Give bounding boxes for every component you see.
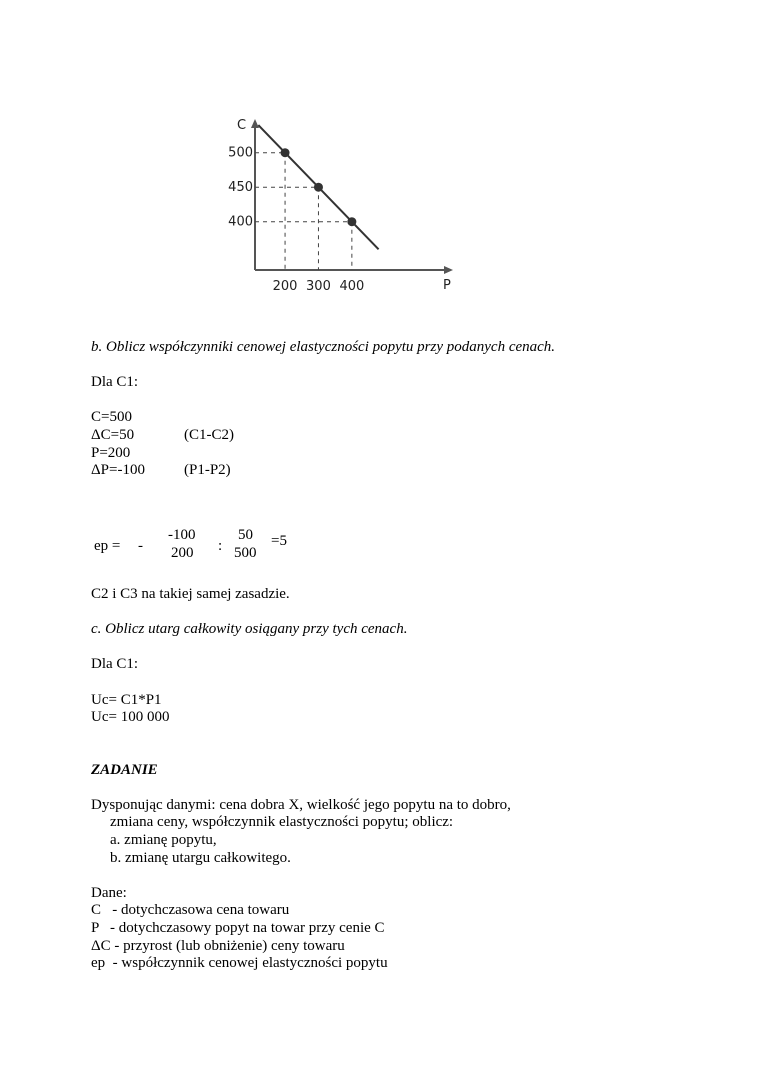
dane-item: ep - współczynnik cenowej elastyczności popytu xyxy=(91,955,388,971)
formula-label: ep = xyxy=(94,538,121,554)
formula-result: =5 xyxy=(271,533,287,549)
fraction-2-denominator: 500 xyxy=(234,545,257,561)
dane-item: P - dotychczasowy popyt na towar przy cenie C xyxy=(91,920,385,936)
dane-label: Dane: xyxy=(91,885,127,901)
zadanie-item-b: b. zmianę utargu całkowitego. xyxy=(110,850,291,866)
section-b-dla: Dla C1: xyxy=(91,374,139,390)
zadanie-intro-1: Dysponując danymi: cena dobra X, wielkość jego popytu na to dobro, xyxy=(91,797,511,813)
data-point xyxy=(347,217,356,226)
calc-line-4: ΔP=-100 xyxy=(91,462,145,478)
formula-divide: : xyxy=(218,538,223,554)
zadanie-intro-2: zmiana ceny, współczynnik elastyczności popytu; oblicz: xyxy=(110,814,454,830)
x-axis-label: P xyxy=(443,278,451,293)
calc-line-3: P=200 xyxy=(91,445,131,461)
dane-item: C - dotychczasowa cena towaru xyxy=(91,902,290,918)
x-tick-label: 400 xyxy=(339,279,365,294)
section-b-heading: b. Oblicz współczynniki cenowej elastyczności popytu przy podanych cenach. xyxy=(91,339,556,355)
calc-line-4-note: (P1-P2) xyxy=(184,462,231,478)
section-b-note: C2 i C3 na takiej samej zasadzie. xyxy=(91,586,290,602)
demand-chart xyxy=(0,0,760,300)
y-tick-label: 450 xyxy=(228,180,253,196)
x-tick-label: 200 xyxy=(272,279,298,294)
uc-line-2: Uc= 100 000 xyxy=(91,709,170,725)
uc-line-1: Uc= C1*P1 xyxy=(91,692,162,708)
data-point xyxy=(314,183,323,192)
data-point xyxy=(281,148,290,157)
calc-line-2: ΔC=50 xyxy=(91,427,135,443)
tick-labels xyxy=(228,146,364,294)
y-tick-label: 500 xyxy=(228,145,253,161)
y-axis-arrow xyxy=(251,119,259,128)
chart-axes xyxy=(237,118,453,293)
zadanie-title: ZADANIE xyxy=(91,762,158,778)
formula-minus: - xyxy=(138,538,143,554)
calc-line-1: C=500 xyxy=(91,409,132,425)
x-axis-arrow xyxy=(444,266,453,274)
calc-line-2-note: (C1-C2) xyxy=(184,427,234,443)
section-c-heading: c. Oblicz utarg całkowity osiągany przy tych cenach. xyxy=(91,621,408,637)
zadanie-item-a: a. zmianę popytu, xyxy=(110,832,217,848)
y-axis-label: C xyxy=(237,118,247,133)
x-tick-label: 300 xyxy=(306,279,331,294)
y-tick-label: 400 xyxy=(228,214,253,230)
dane-item: ΔC - przyrost (lub obniżenie) ceny towaru xyxy=(91,938,345,954)
section-c-dla: Dla C1: xyxy=(91,656,139,672)
fraction-2-numerator: 50 xyxy=(238,527,253,543)
fraction-1-denominator: 200 xyxy=(171,545,194,561)
fraction-1-numerator: -100 xyxy=(168,527,196,543)
